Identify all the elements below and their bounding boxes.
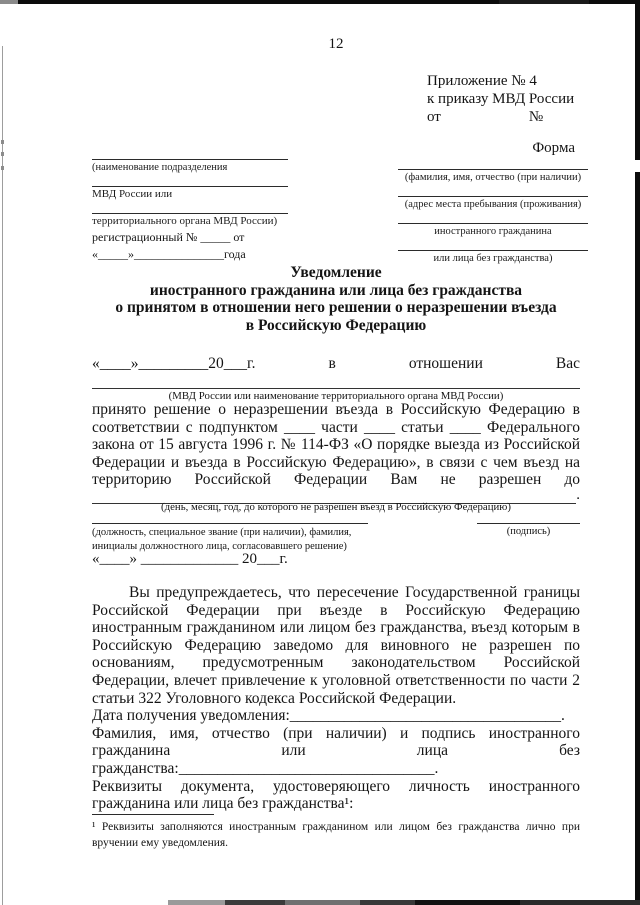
signature-rules — [92, 523, 580, 524]
scan-edge-bottom — [168, 900, 225, 905]
scan-edge-right-gap — [635, 160, 640, 172]
title-line1: Уведомление — [290, 264, 382, 281]
until-date-caption: (день, месяц, год, до которого не разрешен въезд в Российскую Федерацию) — [161, 501, 511, 513]
blank-line — [398, 223, 588, 224]
blank-line — [398, 196, 588, 197]
scan-left-dash — [1, 140, 4, 144]
signature-caption: (подпись) — [506, 526, 551, 537]
decision-word-vas: Вас — [555, 355, 580, 372]
order-number-label: № — [528, 109, 544, 125]
authority-blank-line — [92, 388, 580, 389]
official-blank-line — [92, 523, 368, 524]
unit-caption-3: территориального органа МВД России) — [92, 215, 278, 227]
warning-paragraph: Вы предупреждаетесь, что пересечение Государственной границы Российской Федерации при въезде в Российскую Федерацию иностранным гражданином или лицом без гражданства, въезд которым в Российскую Федерацию заведомо для виновного не разрешен по основаниям, предусмотренным законодательством Российской Федерации, влечет привлечение к уголовной ответственности по части 2 статьи 322 Уголовного кодекса Российской Федерации. — [92, 584, 580, 707]
footnote-separator — [92, 814, 214, 815]
citizen-caption-4: или лица без гражданства) — [433, 253, 553, 264]
document-title — [92, 264, 580, 334]
footnote-text: ¹ Реквизиты заполняются иностранным гражданином или лицом без гражданства лично при вручении ему уведомления. — [92, 821, 580, 849]
unit-caption-1: (наименование подразделения — [92, 162, 228, 173]
blank-line — [92, 159, 288, 160]
signature-blank-line — [477, 523, 580, 524]
unit-caption-2: МВД России или — [92, 188, 173, 200]
blank-line — [92, 186, 288, 187]
issuing-unit-block — [92, 159, 288, 262]
decision-paragraph: принято решение о неразрешении въезда в Российскую Федерацию в соответствии с подпунктом ____ части ____ статьи ____ Федерального закона от 15 августа 1996 г. № 114-ФЗ «О порядке выезда из Российской Федерации и въезда в Российскую Федерацию», в связи с чем въезд на территорию Российской Федерации Вам не разрешен до — [92, 401, 580, 489]
official-caption — [92, 526, 412, 553]
blank-line — [398, 169, 588, 170]
page-number: 12 — [328, 36, 344, 52]
official-caption-line1: (должность, специальное звание (при наличии), фамилия, — [92, 527, 352, 538]
fio-signature-line: Фамилия, имя, отчество (при наличии) и подпись иностранного гражданина или лица без гражданства:_________________________________. — [92, 724, 580, 777]
signature-date-line: «____» _____________ 20___г. — [92, 551, 288, 567]
scan-edge-right — [635, 0, 640, 905]
scan-left-dash — [1, 152, 4, 156]
requisites-line1: Реквизиты документа, удостоверяющего личность иностранного — [92, 777, 580, 795]
title-line4: в Российскую Федерацию — [245, 316, 427, 334]
appendix-line1: Приложение № 4 — [427, 73, 537, 89]
decision-date-blank: «____»_________20___г. — [92, 355, 256, 372]
citizen-caption-3: иностранного гражданина — [434, 226, 552, 237]
appendix-order-date-number — [427, 108, 587, 126]
body-text-block — [92, 584, 580, 813]
until-date-dot: . — [576, 487, 580, 503]
authority-caption: (МВД России или наименование территориального органа МВД России) — [168, 390, 504, 402]
scan-edge-bottom — [415, 900, 520, 905]
decision-date-row — [92, 355, 580, 373]
foreign-citizen-block — [398, 169, 588, 265]
requisites-line2: гражданина или лица без гражданства¹: — [92, 795, 354, 813]
scan-edge-top — [0, 0, 640, 4]
title-line2: иностранного гражданина или лица без гражданства — [149, 281, 523, 299]
scan-edge-bottom — [520, 900, 640, 905]
official-caption-line2: инициалы должностного лица, согласовавшего решение) — [92, 540, 347, 552]
decision-word-v: в — [328, 355, 336, 372]
title-line3: о принятом в отношении него решении о неразрешении въезда — [115, 299, 557, 316]
appendix-line2: к приказу МВД России — [427, 91, 575, 107]
scan-edge-left — [2, 46, 3, 905]
decision-word-otnoshenii: отношении — [408, 355, 483, 372]
citizen-caption-2: (адрес места пребывания (проживания) — [404, 199, 582, 210]
receipt-date-line: Дата получения уведомления:___________________________________. — [92, 707, 565, 725]
form-label: Форма — [532, 140, 575, 156]
citizen-caption-1: (фамилия, имя, отчество (при наличии) — [404, 172, 582, 183]
registration-date-line: «_____»_______________года — [92, 247, 246, 261]
scan-edge-bottom — [285, 900, 360, 905]
appendix-block — [427, 72, 587, 126]
scan-edge-bottom — [360, 900, 415, 905]
registration-number-line: регистрационный № _____ от — [92, 230, 245, 244]
scan-left-dash — [1, 166, 4, 170]
blank-line — [92, 213, 288, 214]
order-date-label: от — [427, 109, 441, 125]
blank-line — [398, 250, 588, 251]
scan-edge-bottom — [225, 900, 285, 905]
